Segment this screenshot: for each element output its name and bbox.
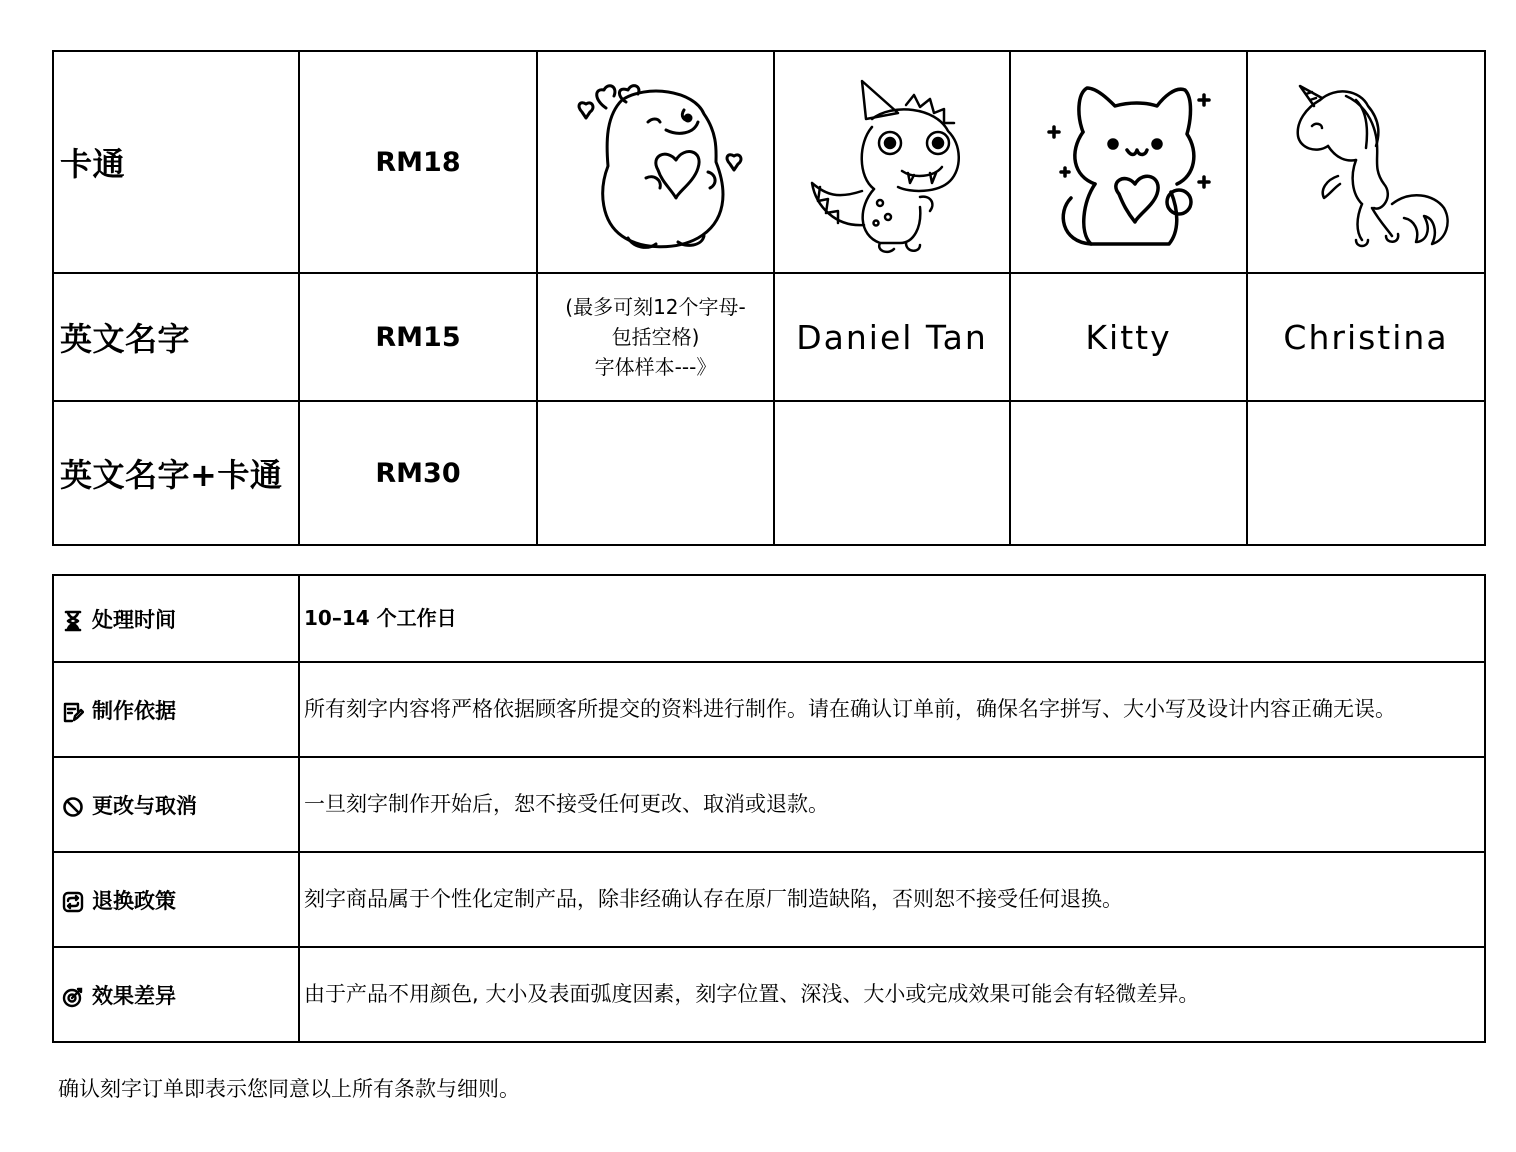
note-line: 包括空格) [611,325,700,349]
character-limit-note [537,273,774,401]
target-icon [62,986,84,1008]
dinosaur-party-hat-icon [774,51,1010,273]
empty-cell [1010,401,1247,545]
policy-row [53,852,1485,947]
price-label: RM30 [299,401,537,545]
policy-label: 处理时间 [92,607,176,632]
policy-value: 刻字商品属于个性化定制产品，除非经确认存在原厂制造缺陷，否则恕不接受任何退换。 [299,852,1485,947]
prohibited-icon [62,796,84,818]
empty-cell [537,401,774,545]
policy-row [53,662,1485,757]
edit-document-icon [62,701,84,723]
pricing-row-cartoon [53,51,1485,273]
category-label: 英文名字 [53,273,299,401]
policy-value: 由于产品不用颜色, 大小及表面弧度因素，刻字位置、深浅、大小或完成效果可能会有轻微差异。 [299,947,1485,1042]
price-label: RM18 [299,51,537,273]
policy-label: 退换政策 [92,888,176,913]
font-sample: Daniel Tan [774,273,1010,401]
exchange-icon [62,891,84,913]
policy-row [53,575,1485,662]
empty-cell [774,401,1010,545]
unicorn-icon [1247,51,1485,273]
policy-value: 10–14 个工作日 [299,575,1485,662]
price-label: RM15 [299,273,537,401]
pricing-row-name-cartoon [53,401,1485,545]
policy-label: 效果差异 [92,983,176,1008]
note-line: 字体样本---》 [594,355,717,379]
footer-agreement-note: 确认刻字订单即表示您同意以上所有条款与细则。 [58,1077,520,1101]
pricing-table [52,50,1486,546]
cat-heart-icon [1010,51,1247,273]
font-sample: Kitty [1010,273,1247,401]
policy-label: 制作依据 [92,698,176,723]
note-line: (最多可刻12个字母- [565,295,746,319]
policy-row [53,947,1485,1042]
font-sample: Christina [1247,273,1485,401]
policy-label: 更改与取消 [92,793,197,818]
policy-value: 一旦刻字制作开始后，恕不接受任何更改、取消或退款。 [299,757,1485,852]
policy-row [53,757,1485,852]
category-label: 卡通 [53,51,299,273]
hourglass-icon [62,610,84,632]
policy-value: 所有刻字内容将严格依据顾客所提交的资料进行制作。请在确认订单前，确保名字拼写、大小写及设计内容正确无误。 [299,662,1485,757]
empty-cell [1247,401,1485,545]
capybara-heart-icon [537,51,774,273]
policy-table [52,574,1486,1043]
category-label: 英文名字+卡通 [53,401,299,545]
pricing-row-name [53,273,1485,401]
